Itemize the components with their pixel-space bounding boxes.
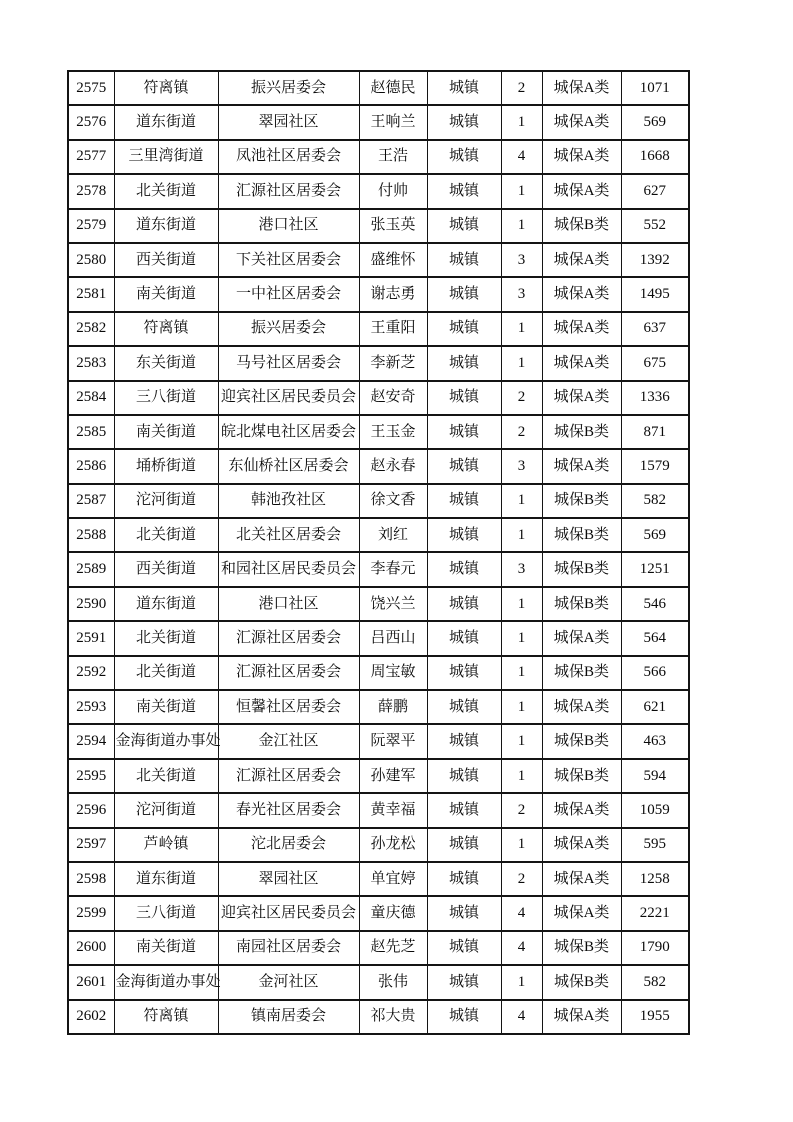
cell-count: 1 [501, 690, 542, 724]
cell-community: 恒馨社区居委会 [218, 690, 359, 724]
cell-amount: 594 [621, 759, 689, 793]
cell-street: 北关街道 [114, 174, 218, 208]
cell-serial-number: 2583 [68, 346, 114, 380]
cell-street: 符离镇 [114, 1000, 218, 1034]
cell-residence-type: 城镇 [427, 312, 501, 346]
cell-residence-type: 城镇 [427, 587, 501, 621]
cell-serial-number: 2581 [68, 277, 114, 311]
table-row [68, 174, 689, 208]
cell-category: 城保B类 [542, 759, 621, 793]
cell-community: 汇源社区居委会 [218, 759, 359, 793]
cell-category: 城保A类 [542, 381, 621, 415]
cell-category: 城保B类 [542, 931, 621, 965]
cell-amount: 546 [621, 587, 689, 621]
cell-category: 城保A类 [542, 105, 621, 139]
table-row [68, 346, 689, 380]
table-row [68, 140, 689, 174]
cell-person-name: 黄幸福 [359, 793, 427, 827]
cell-person-name: 周宝敏 [359, 656, 427, 690]
cell-residence-type: 城镇 [427, 793, 501, 827]
cell-community: 翠园社区 [218, 862, 359, 896]
cell-community: 一中社区居委会 [218, 277, 359, 311]
cell-count: 3 [501, 243, 542, 277]
cell-street: 金海街道办事处 [114, 965, 218, 999]
table-row [68, 621, 689, 655]
table-row [68, 965, 689, 999]
cell-category: 城保A类 [542, 140, 621, 174]
cell-person-name: 薛鹏 [359, 690, 427, 724]
cell-street: 沱河街道 [114, 484, 218, 518]
cell-residence-type: 城镇 [427, 656, 501, 690]
cell-residence-type: 城镇 [427, 896, 501, 930]
cell-serial-number: 2587 [68, 484, 114, 518]
cell-category: 城保B类 [542, 656, 621, 690]
cell-amount: 637 [621, 312, 689, 346]
cell-amount: 595 [621, 828, 689, 862]
cell-street: 道东街道 [114, 587, 218, 621]
cell-community: 汇源社区居委会 [218, 656, 359, 690]
cell-amount: 463 [621, 724, 689, 758]
cell-amount: 566 [621, 656, 689, 690]
table-row [68, 828, 689, 862]
cell-amount: 569 [621, 105, 689, 139]
cell-serial-number: 2598 [68, 862, 114, 896]
cell-residence-type: 城镇 [427, 277, 501, 311]
cell-serial-number: 2578 [68, 174, 114, 208]
cell-category: 城保A类 [542, 621, 621, 655]
roster-body [68, 71, 689, 1034]
cell-amount: 871 [621, 415, 689, 449]
cell-street: 道东街道 [114, 105, 218, 139]
cell-street: 南关街道 [114, 415, 218, 449]
cell-person-name: 付帅 [359, 174, 427, 208]
cell-person-name: 徐文香 [359, 484, 427, 518]
cell-community: 南园社区居委会 [218, 931, 359, 965]
cell-residence-type: 城镇 [427, 140, 501, 174]
cell-street: 道东街道 [114, 209, 218, 243]
table-row [68, 1000, 689, 1034]
cell-serial-number: 2584 [68, 381, 114, 415]
cell-community: 镇南居委会 [218, 1000, 359, 1034]
cell-serial-number: 2580 [68, 243, 114, 277]
cell-category: 城保B类 [542, 484, 621, 518]
table-row [68, 862, 689, 896]
cell-residence-type: 城镇 [427, 931, 501, 965]
table-row [68, 71, 689, 105]
table-row [68, 759, 689, 793]
cell-amount: 1579 [621, 449, 689, 483]
cell-residence-type: 城镇 [427, 552, 501, 586]
table-row [68, 896, 689, 930]
cell-street: 东关街道 [114, 346, 218, 380]
cell-category: 城保A类 [542, 449, 621, 483]
cell-category: 城保B类 [542, 587, 621, 621]
cell-category: 城保A类 [542, 1000, 621, 1034]
cell-community: 沱北居委会 [218, 828, 359, 862]
cell-count: 1 [501, 209, 542, 243]
cell-count: 3 [501, 449, 542, 483]
cell-serial-number: 2575 [68, 71, 114, 105]
table-row [68, 277, 689, 311]
cell-count: 1 [501, 656, 542, 690]
cell-serial-number: 2576 [68, 105, 114, 139]
cell-residence-type: 城镇 [427, 243, 501, 277]
table-row [68, 931, 689, 965]
cell-person-name: 张玉英 [359, 209, 427, 243]
table-row [68, 552, 689, 586]
cell-serial-number: 2579 [68, 209, 114, 243]
cell-amount: 1668 [621, 140, 689, 174]
cell-person-name: 赵先芝 [359, 931, 427, 965]
cell-serial-number: 2589 [68, 552, 114, 586]
cell-serial-number: 2599 [68, 896, 114, 930]
cell-category: 城保A类 [542, 690, 621, 724]
cell-person-name: 童庆德 [359, 896, 427, 930]
cell-residence-type: 城镇 [427, 71, 501, 105]
cell-count: 1 [501, 587, 542, 621]
cell-street: 符离镇 [114, 71, 218, 105]
table-row [68, 484, 689, 518]
cell-amount: 1251 [621, 552, 689, 586]
cell-count: 1 [501, 484, 542, 518]
cell-person-name: 吕西山 [359, 621, 427, 655]
cell-count: 4 [501, 1000, 542, 1034]
cell-amount: 552 [621, 209, 689, 243]
cell-street: 北关街道 [114, 518, 218, 552]
cell-street: 南关街道 [114, 690, 218, 724]
cell-count: 1 [501, 346, 542, 380]
cell-amount: 564 [621, 621, 689, 655]
cell-community: 下关社区居委会 [218, 243, 359, 277]
cell-person-name: 盛维怀 [359, 243, 427, 277]
cell-serial-number: 2592 [68, 656, 114, 690]
cell-street: 芦岭镇 [114, 828, 218, 862]
table-row [68, 587, 689, 621]
cell-count: 4 [501, 140, 542, 174]
cell-person-name: 王响兰 [359, 105, 427, 139]
cell-serial-number: 2588 [68, 518, 114, 552]
cell-count: 1 [501, 312, 542, 346]
cell-category: 城保A类 [542, 862, 621, 896]
cell-community: 汇源社区居委会 [218, 621, 359, 655]
cell-residence-type: 城镇 [427, 346, 501, 380]
cell-street: 北关街道 [114, 759, 218, 793]
cell-community: 汇源社区居委会 [218, 174, 359, 208]
cell-person-name: 阮翠平 [359, 724, 427, 758]
cell-amount: 1790 [621, 931, 689, 965]
cell-amount: 582 [621, 965, 689, 999]
cell-street: 南关街道 [114, 931, 218, 965]
cell-residence-type: 城镇 [427, 174, 501, 208]
cell-count: 1 [501, 105, 542, 139]
cell-amount: 2221 [621, 896, 689, 930]
cell-community: 迎宾社区居民委员会 [218, 896, 359, 930]
cell-community: 马号社区居委会 [218, 346, 359, 380]
cell-count: 2 [501, 71, 542, 105]
cell-count: 2 [501, 793, 542, 827]
cell-person-name: 饶兴兰 [359, 587, 427, 621]
cell-street: 西关街道 [114, 552, 218, 586]
cell-street: 三八街道 [114, 896, 218, 930]
cell-amount: 627 [621, 174, 689, 208]
cell-serial-number: 2596 [68, 793, 114, 827]
cell-community: 韩池孜社区 [218, 484, 359, 518]
cell-residence-type: 城镇 [427, 381, 501, 415]
cell-count: 1 [501, 828, 542, 862]
cell-street: 道东街道 [114, 862, 218, 896]
cell-community: 金河社区 [218, 965, 359, 999]
cell-count: 2 [501, 381, 542, 415]
cell-serial-number: 2585 [68, 415, 114, 449]
cell-residence-type: 城镇 [427, 518, 501, 552]
cell-category: 城保A类 [542, 312, 621, 346]
cell-community: 振兴居委会 [218, 71, 359, 105]
cell-street: 沱河街道 [114, 793, 218, 827]
cell-community: 港口社区 [218, 587, 359, 621]
table-row [68, 793, 689, 827]
table-row [68, 105, 689, 139]
cell-person-name: 李新芝 [359, 346, 427, 380]
benefits-roster-table [67, 70, 690, 1035]
cell-residence-type: 城镇 [427, 209, 501, 243]
cell-street: 南关街道 [114, 277, 218, 311]
cell-community: 迎宾社区居民委员会 [218, 381, 359, 415]
cell-category: 城保B类 [542, 518, 621, 552]
cell-serial-number: 2601 [68, 965, 114, 999]
cell-community: 港口社区 [218, 209, 359, 243]
cell-serial-number: 2597 [68, 828, 114, 862]
cell-serial-number: 2577 [68, 140, 114, 174]
cell-residence-type: 城镇 [427, 862, 501, 896]
cell-person-name: 张伟 [359, 965, 427, 999]
cell-residence-type: 城镇 [427, 965, 501, 999]
cell-category: 城保B类 [542, 209, 621, 243]
table-row [68, 209, 689, 243]
table-row [68, 415, 689, 449]
cell-community: 和园社区居民委员会 [218, 552, 359, 586]
cell-person-name: 李春元 [359, 552, 427, 586]
cell-count: 3 [501, 277, 542, 311]
cell-category: 城保A类 [542, 828, 621, 862]
cell-street: 北关街道 [114, 621, 218, 655]
cell-amount: 1392 [621, 243, 689, 277]
table-row [68, 381, 689, 415]
cell-amount: 582 [621, 484, 689, 518]
cell-amount: 621 [621, 690, 689, 724]
cell-serial-number: 2590 [68, 587, 114, 621]
cell-serial-number: 2593 [68, 690, 114, 724]
cell-person-name: 单宜婷 [359, 862, 427, 896]
cell-person-name: 赵安奇 [359, 381, 427, 415]
cell-street: 北关街道 [114, 656, 218, 690]
cell-person-name: 祁大贵 [359, 1000, 427, 1034]
cell-person-name: 王玉金 [359, 415, 427, 449]
cell-residence-type: 城镇 [427, 759, 501, 793]
cell-community: 北关社区居委会 [218, 518, 359, 552]
cell-category: 城保A类 [542, 277, 621, 311]
cell-community: 东仙桥社区居委会 [218, 449, 359, 483]
cell-community: 翠园社区 [218, 105, 359, 139]
cell-street: 符离镇 [114, 312, 218, 346]
table-row [68, 243, 689, 277]
cell-count: 3 [501, 552, 542, 586]
cell-residence-type: 城镇 [427, 828, 501, 862]
cell-category: 城保B类 [542, 724, 621, 758]
cell-residence-type: 城镇 [427, 105, 501, 139]
cell-count: 2 [501, 415, 542, 449]
cell-amount: 1071 [621, 71, 689, 105]
cell-count: 1 [501, 724, 542, 758]
cell-amount: 675 [621, 346, 689, 380]
cell-count: 1 [501, 759, 542, 793]
cell-person-name: 谢志勇 [359, 277, 427, 311]
cell-amount: 1059 [621, 793, 689, 827]
cell-serial-number: 2594 [68, 724, 114, 758]
table-row [68, 449, 689, 483]
cell-residence-type: 城镇 [427, 449, 501, 483]
cell-person-name: 赵德民 [359, 71, 427, 105]
cell-residence-type: 城镇 [427, 621, 501, 655]
cell-amount: 569 [621, 518, 689, 552]
cell-street: 金海街道办事处 [114, 724, 218, 758]
table-row [68, 312, 689, 346]
cell-street: 三八街道 [114, 381, 218, 415]
table-row [68, 724, 689, 758]
cell-person-name: 孙建军 [359, 759, 427, 793]
cell-count: 4 [501, 896, 542, 930]
cell-community: 振兴居委会 [218, 312, 359, 346]
cell-count: 1 [501, 621, 542, 655]
cell-amount: 1495 [621, 277, 689, 311]
cell-person-name: 孙龙松 [359, 828, 427, 862]
cell-category: 城保A类 [542, 174, 621, 208]
cell-amount: 1955 [621, 1000, 689, 1034]
cell-category: 城保B类 [542, 415, 621, 449]
cell-person-name: 王浩 [359, 140, 427, 174]
cell-street: 西关街道 [114, 243, 218, 277]
cell-count: 1 [501, 965, 542, 999]
cell-count: 1 [501, 174, 542, 208]
cell-category: 城保A类 [542, 243, 621, 277]
cell-residence-type: 城镇 [427, 724, 501, 758]
cell-category: 城保A类 [542, 896, 621, 930]
cell-street: 三里湾街道 [114, 140, 218, 174]
cell-serial-number: 2600 [68, 931, 114, 965]
table-row [68, 690, 689, 724]
table-row [68, 518, 689, 552]
cell-street: 埇桥街道 [114, 449, 218, 483]
cell-category: 城保A类 [542, 71, 621, 105]
cell-person-name: 刘红 [359, 518, 427, 552]
cell-serial-number: 2595 [68, 759, 114, 793]
cell-serial-number: 2602 [68, 1000, 114, 1034]
cell-residence-type: 城镇 [427, 415, 501, 449]
table-row [68, 656, 689, 690]
cell-serial-number: 2582 [68, 312, 114, 346]
cell-category: 城保B类 [542, 552, 621, 586]
cell-residence-type: 城镇 [427, 484, 501, 518]
cell-person-name: 王重阳 [359, 312, 427, 346]
cell-residence-type: 城镇 [427, 690, 501, 724]
cell-count: 4 [501, 931, 542, 965]
cell-residence-type: 城镇 [427, 1000, 501, 1034]
cell-person-name: 赵永春 [359, 449, 427, 483]
cell-community: 凤池社区居委会 [218, 140, 359, 174]
cell-amount: 1336 [621, 381, 689, 415]
cell-category: 城保A类 [542, 793, 621, 827]
cell-count: 1 [501, 518, 542, 552]
cell-category: 城保A类 [542, 346, 621, 380]
cell-community: 金江社区 [218, 724, 359, 758]
cell-community: 皖北煤电社区居委会 [218, 415, 359, 449]
cell-community: 春光社区居委会 [218, 793, 359, 827]
cell-category: 城保B类 [542, 965, 621, 999]
cell-serial-number: 2586 [68, 449, 114, 483]
cell-amount: 1258 [621, 862, 689, 896]
cell-serial-number: 2591 [68, 621, 114, 655]
cell-count: 2 [501, 862, 542, 896]
